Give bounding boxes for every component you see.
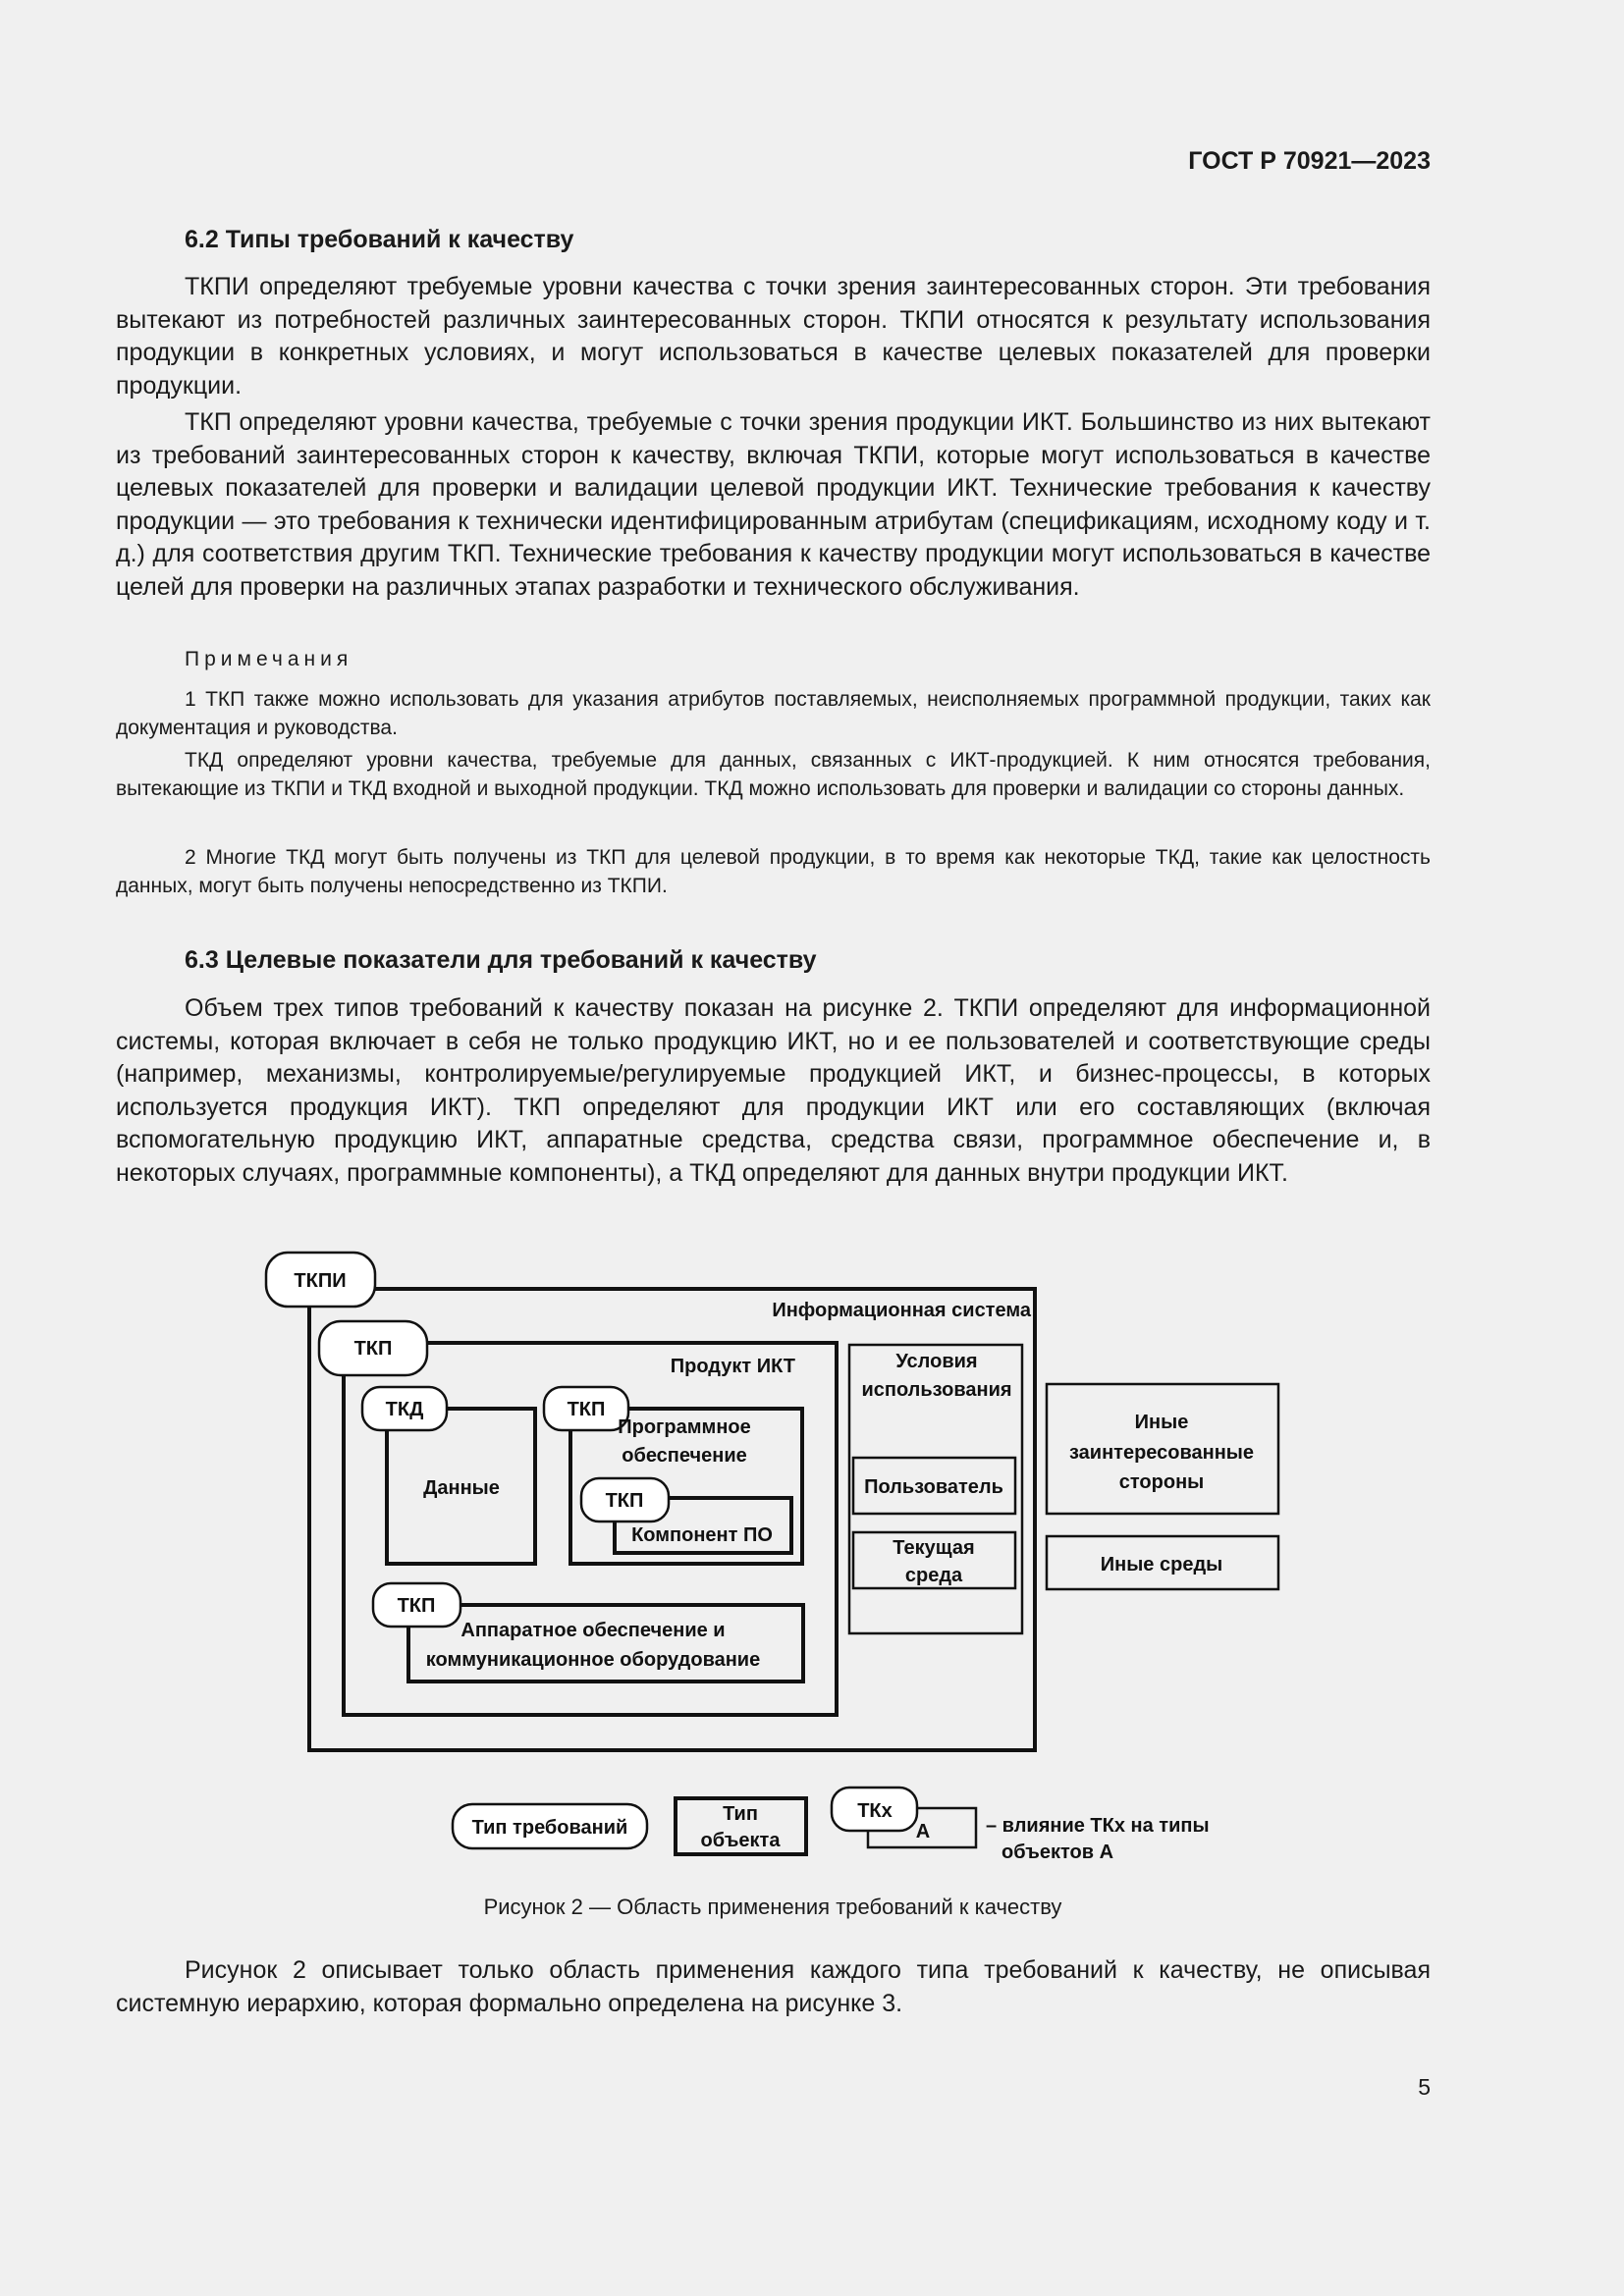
other-stakeholders-label-line-2: заинтересованные [1068, 1442, 1255, 1464]
tag-tkpi-label: ТКПИ [294, 1270, 347, 1292]
section-6-2-heading: 6.2 Типы требований к качеству [185, 226, 574, 253]
figure-caption: Рисунок 2 — Область применения требований к качеству [483, 1895, 1062, 1919]
hardware-label-line-2: коммуникационное оборудование [425, 1649, 761, 1671]
ict-product-label: Продукт ИКТ [670, 1356, 795, 1377]
usage-conditions-label-line-2: использования [861, 1379, 1012, 1401]
note-1-continuation: ТКД определяют уровни качества, требуемые для данных, связанных с ИКТ-продукцией. К ним относятся требования, вытекающие из ТКПИ и ТКД входной и выходной продукции. ТКД можно использовать для проверки и валидации со стороны данных. [116, 749, 1431, 800]
tag-tkp-hardware-label: ТКП [397, 1595, 436, 1617]
closing-paragraph: Рисунок 2 описывает только область применения каждого типа требований к качеству, не описывая системную иерархию, которая формально определена на рисунке 3. [116, 1956, 1431, 2017]
information-system-label: Информационная система [772, 1300, 1031, 1321]
note-2: 2 Многие ТКД могут быть получены из ТКП для целевой продукции, в то время как некоторые ТКД, такие как целостность данных, могут быть получены непосредственно из ТКПИ. [116, 846, 1431, 897]
tag-tkd-label: ТКД [385, 1399, 424, 1420]
user-label: Пользователь [864, 1476, 1003, 1498]
other-stakeholders-label-line-3: стороны [1118, 1471, 1205, 1493]
note-1: 1 ТКП также можно использовать для указания атрибутов поставляемых, неисполняемых программной продукции, таких как документация и руководства. [116, 688, 1431, 739]
legend-requirement-type-label: Тип требований [471, 1817, 628, 1839]
hardware-label-line-1: Аппаратное обеспечение и [460, 1620, 726, 1641]
current-environment-label-line-2: среда [904, 1565, 963, 1586]
software-component-label: Компонент ПО [631, 1524, 773, 1546]
notes-title: Примечания [185, 648, 353, 670]
other-stakeholders-label-line-1: Иные [1134, 1412, 1189, 1433]
usage-conditions-label-line-1: Условия [895, 1351, 978, 1372]
tag-tkp-component-label: ТКП [605, 1490, 644, 1512]
legend-influence-line-1: – влияние ТКх на типы [986, 1815, 1210, 1837]
page-number: 5 [1418, 2074, 1431, 2100]
section-6-3-heading: 6.3 Целевые показатели для требований к качеству [185, 946, 817, 974]
section-6-2-paragraph-1: ТКПИ определяют требуемые уровни качества с точки зрения заинтересованных сторон. Эти требования вытекают из потребностей различных заинтересованных сторон. ТКПИ относятся к результату использования продукции в конкретных условиях, и могут использоваться в качестве целевых показателей для проверки продукции. [116, 273, 1431, 400]
current-environment-label-line-1: Текущая [893, 1537, 975, 1559]
section-6-3-paragraph-1: Объем трех типов требований к качеству показан на рисунке 2. ТКПИ определяют для информационной системы, которая включает в себя не только продукцию ИКТ, но и ее пользователей и соответствующие среды (например, механизмы, контролируемые/регулируемые продукцией ИКТ, и бизнес-процессы, в которых используется продукция ИКТ). ТКП определяют для продукции ИКТ или его составляющих (включая вспомогательную продукцию ИКТ, аппаратные средства, средства связи, программное обеспечение и, в некоторых случаях, программные компоненты), а ТКД определяют для данных внутри продукции ИКТ. [116, 994, 1431, 1187]
section-6-2-paragraph-2: ТКП определяют уровни качества, требуемые с точки зрения продукции ИКТ. Большинство из них вытекают из требований заинтересованных сторон к качеству, включая ТКПИ, которые могут использоваться в качестве целевых показателей для проверки и валидации целевой продукции ИКТ. Технические требования к качеству продукции — это требования к технически идентифицированным атрибутам (спецификациям, исходному коду и т. д.) для соответствия другим ТКП. Технические требования к качеству продукции могут использоваться в качестве целей для проверки на различных этапах разработки и технического обслуживания. [116, 408, 1431, 601]
other-environments-label: Иные среды [1100, 1554, 1223, 1575]
tag-tkp-product-label: ТКП [353, 1338, 393, 1360]
tag-tkp-software-label: ТКП [567, 1399, 606, 1420]
legend-object-type-label-line-2: объекта [700, 1830, 781, 1851]
software-label-line-2: обеспечение [622, 1445, 747, 1467]
legend-object-a-label: A [915, 1821, 931, 1842]
software-label-line-1: Программное [618, 1416, 751, 1438]
legend-object-type-label-line-1: Тип [723, 1803, 758, 1825]
data-label: Данные [423, 1477, 500, 1499]
legend-influence-line-2: объектов А [1001, 1842, 1114, 1863]
legend-tkx-label: ТКх [857, 1800, 893, 1822]
document-id-header: ГОСТ Р 70921—2023 [1188, 147, 1431, 175]
